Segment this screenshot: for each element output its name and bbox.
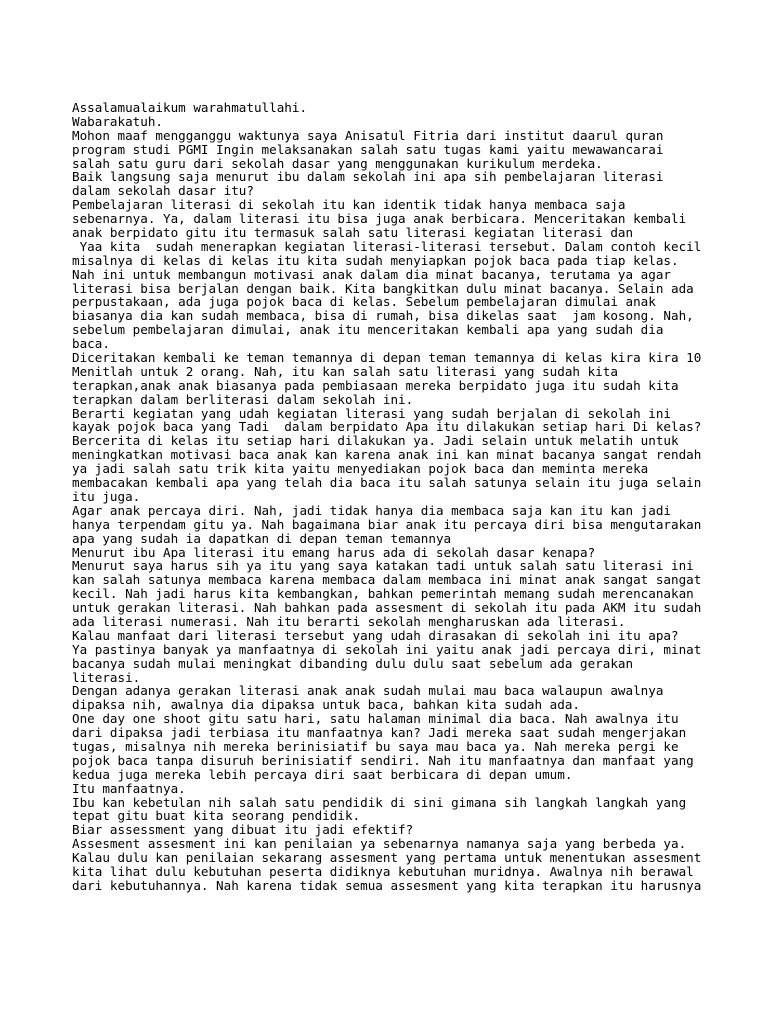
text-line: kan salah satunya membaca karena membaca dalam membaca ini minat anak sangat sangat	[72, 572, 702, 588]
text-line: tepat gitu buat kita seorang pendidik.	[72, 808, 361, 824]
text-line: tugas, misalnya nih mereka berinisiatif bu saya mau baca ya. Nah mereka pergi ke	[72, 738, 679, 754]
text-line: Pembelajaran literasi di sekolah itu kan identik tidak hanya membaca saja	[72, 197, 626, 213]
text-line: salah satu guru dari sekolah dasar yang menggunakan kurikulum merdeka.	[72, 155, 603, 171]
text-line: Nah ini untuk membangun motivasi anak dalam dia minat bacanya, terutama ya agar	[72, 266, 671, 282]
text-line: literasi bisa berjalan dengan baik. Kita bangkitkan dulu minat bacanya. Selain ada	[72, 280, 694, 296]
text-line: Wabarakatuh.	[72, 113, 163, 129]
text-line: baca.	[72, 336, 110, 352]
text-line: Berarti kegiatan yang udah kegiatan literasi yang sudah berjalan di sekolah ini	[72, 405, 671, 421]
text-line: anak berpidato gitu itu termasuk salah satu literasi kegiatan literasi dan	[72, 225, 634, 241]
text-line: kayak pojok baca yang Tadi dalam berpidato Apa itu dilakukan setiap hari Di kelas?	[72, 419, 702, 435]
text-line: perpustakaan, ada juga pojok baca di kelas. Sebelum pembelajaran dimulai anak	[72, 294, 656, 310]
text-line: ada literasi numerasi. Nah itu berarti sekolah mengharuskan ada literasi.	[72, 613, 626, 629]
text-line: hanya terpendam gitu ya. Nah bagaimana biar anak itu percaya diri bisa mengutarakan	[72, 516, 702, 532]
text-line: Diceritakan kembali ke teman temannya di depan teman temannya di kelas kira kira 10	[72, 350, 702, 366]
text-line: sebenarnya. Ya, dalam literasi itu bisa juga anak berbicara. Menceritakan kembali	[72, 211, 687, 227]
text-line: Menurut ibu Apa literasi itu emang harus ada di sekolah dasar kenapa?	[72, 544, 596, 560]
text-line: Itu manfaatnya.	[72, 780, 186, 796]
text-line: kedua juga mereka lebih percaya diri saat berbicara di depan umum.	[72, 766, 573, 782]
text-line: bacanya sudah mulai meningkat dibanding dulu dulu saat sebelum ada gerakan	[72, 655, 634, 671]
text-line: dari kebutuhannya. Nah karena tidak semua assesment yang kita terapkan itu harusnya	[72, 877, 702, 893]
text-line: dalam sekolah dasar itu?	[72, 183, 254, 199]
text-line: kita lihat dulu kebutuhan peserta didiknya kebutuhan muridnya. Awalnya nih berawal	[72, 863, 694, 879]
text-line: misalnya di kelas di kelas itu kita sudah menyiapkan pojok baca pada tiap kelas.	[72, 252, 679, 268]
text-line: Assalamualaikum warahmatullahi.	[72, 100, 308, 115]
text-line: sebelum pembelajaran dimulai, anak itu menceritakan kembali apa yang sudah dia	[72, 322, 664, 338]
text-line: Mohon maaf mengganggu waktunya saya Anisatul Fitria dari institut daarul quran	[72, 127, 664, 143]
text-line: dari dipaksa jadi terbiasa itu manfaatnya kan? Jadi mereka saat sudah mengerjakan	[72, 725, 687, 741]
text-line: kecil. Nah jadi harus kita kembangkan, bahkan pemerintah memang sudah merencanakan	[72, 586, 694, 602]
text-line: Kalau manfaat dari literasi tersebut yang udah dirasakan di sekolah ini itu apa?	[72, 627, 679, 643]
text-line: apa yang sudah ia dapatkan di depan teman temannya	[72, 530, 452, 546]
text-line: Bercerita di kelas itu setiap hari dilakukan ya. Jadi selain untuk melatih untuk	[72, 433, 679, 449]
text-line: Ibu kan kebetulan nih salah satu pendidik di sini gimana sih langkah langkah yang	[72, 794, 687, 810]
text-line: Kalau dulu kan penilaian sekarang assesment yang pertama untuk menentukan assesment	[72, 850, 702, 866]
text-line: literasi.	[72, 669, 141, 685]
text-line: meningkatkan motivasi baca anak kan karena anak ini kan minat bacanya sangat rendah	[72, 447, 702, 463]
text-line: itu juga.	[72, 488, 141, 504]
text-line: Biar assessment yang dibuat itu jadi efektif?	[72, 822, 414, 838]
text-line: biasanya dia kan sudah membaca, bisa di rumah, bisa dikelas saat jam kosong. Nah,	[72, 308, 694, 324]
text-line: ya jadi salah satu trik kita yaitu menyediakan pojok baca dan meminta mereka	[72, 461, 649, 477]
text-line: Menitlah untuk 2 orang. Nah, itu kan salah satu literasi yang sudah kita	[72, 363, 618, 379]
text-line: Yaa kita sudah menerapkan kegiatan literasi-literasi tersebut. Dalam contoh kecil	[72, 238, 702, 254]
text-line: Assesment assesment ini kan penilaian ya sebenarnya namanya saja yang berbeda ya.	[72, 836, 687, 852]
text-line: pojok baca tanpa disuruh berinisiatif sendiri. Nah itu manfaatnya dan manfaat yang	[72, 752, 694, 768]
text-line: untuk gerakan literasi. Nah bahkan pada assesment di sekolah itu pada AKM itu sudah	[72, 600, 702, 616]
text-line: Ya pastinya banyak ya manfaatnya di sekolah ini yaitu anak jadi percaya diri, minat	[72, 641, 702, 657]
text-line: One day one shoot gitu satu hari, satu halaman minimal dia baca. Nah awalnya itu	[72, 711, 679, 727]
text-line: Agar anak percaya diri. Nah, jadi tidak hanya dia membaca saja kan itu kan jadi	[72, 502, 671, 518]
text-line: Baik langsung saja menurut ibu dalam sekolah ini apa sih pembelajaran literasi	[72, 169, 664, 185]
text-line: terapkan,anak anak biasanya pada pembiasaan mereka berpidato juga itu sudah kita	[72, 377, 679, 393]
text-line: program studi PGMI Ingin melaksanakan salah satu tugas kami yaitu mewawancarai	[72, 141, 664, 157]
text-line: Menurut saya harus sih ya itu yang saya katakan tadi untuk salah satu literasi ini	[72, 558, 694, 574]
text-line: terapkan dalam berliterasi dalam sekolah ini.	[72, 391, 414, 407]
text-line: Dengan adanya gerakan literasi anak anak sudah mulai mau baca walaupun awalnya	[72, 683, 664, 699]
interview-transcript	[72, 101, 712, 893]
text-line: dipaksa nih, awalnya dia dipaksa untuk baca, bahkan kita sudah ada.	[72, 697, 580, 713]
text-line: membacakan kembali apa yang telah dia baca itu salah satunya selain itu juga selain	[72, 475, 702, 491]
